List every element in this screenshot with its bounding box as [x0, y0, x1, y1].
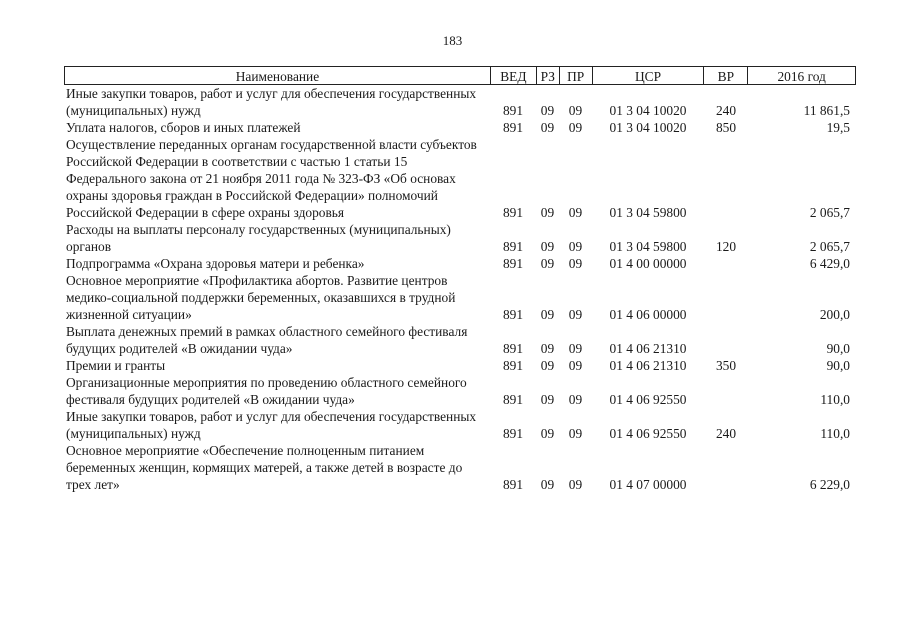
row-rz: 09: [540, 426, 555, 441]
page-number: 183: [442, 33, 463, 48]
row-ved: 891: [502, 392, 524, 407]
header-rz: РЗ: [536, 67, 559, 84]
row-name: Подпрограмма «Охрана здоровья матери и ребенка»: [66, 256, 365, 271]
row-name: Выплата денежных премий в рамках областного семейного фестиваля будущих родителей «В ожидании чуда»: [66, 324, 468, 356]
row-rz: 09: [540, 358, 555, 373]
table-header: [64, 66, 856, 85]
table-row: [64, 272, 856, 323]
row-ved: 891: [502, 477, 524, 492]
row-csr: 01 4 00 00000: [609, 256, 687, 271]
table-row: [64, 357, 856, 374]
row-name: Иные закупки товаров, работ и услуг для обеспечения государственных (муниципальных) нужд: [66, 86, 477, 118]
row-rz: 09: [540, 103, 555, 118]
row-rz: 09: [540, 477, 555, 492]
row-amount: 110,0: [820, 392, 850, 407]
row-amount: 200,0: [819, 307, 850, 322]
row-csr: 01 4 06 21310: [609, 341, 687, 356]
table-row: [64, 85, 856, 119]
row-ved: 891: [502, 256, 524, 271]
row-amount: 90,0: [826, 341, 850, 356]
table-row: [64, 136, 856, 221]
table-body: [64, 85, 856, 493]
row-name: Основное мероприятие «Обеспечение полноценным питанием беременных женщин, кормящих матерей, а также детей в возрасте до трех лет»: [66, 443, 463, 492]
row-name: Расходы на выплаты персоналу государственных (муниципальных) органов: [66, 222, 451, 254]
table-row: [64, 442, 856, 493]
row-pr: 09: [568, 120, 583, 135]
row-csr: 01 3 04 10020: [609, 120, 687, 135]
header-pr: ПР: [559, 67, 592, 84]
row-pr: 09: [568, 256, 583, 271]
header-vr: ВР: [703, 67, 747, 84]
row-pr: 09: [568, 392, 583, 407]
row-pr: 09: [568, 358, 583, 373]
row-pr: 09: [568, 341, 583, 356]
row-pr: 09: [568, 103, 583, 118]
row-csr: 01 4 06 21310: [609, 358, 687, 373]
header-year: 2016 год: [747, 67, 855, 84]
table-row: [64, 119, 856, 136]
table-row: [64, 323, 856, 357]
row-ved: 891: [502, 120, 524, 135]
row-ved: 891: [502, 341, 524, 356]
row-vr: 240: [715, 103, 737, 118]
row-csr: 01 3 04 10020: [609, 103, 687, 118]
row-name: Премии и гранты: [66, 358, 166, 373]
row-csr: 01 4 06 00000: [609, 307, 687, 322]
row-csr: 01 3 04 59800: [609, 205, 687, 220]
table-row: [64, 221, 856, 255]
row-pr: 09: [568, 239, 583, 254]
row-rz: 09: [540, 239, 555, 254]
row-rz: 09: [540, 256, 555, 271]
row-vr: 350: [715, 358, 737, 373]
row-ved: 891: [502, 358, 524, 373]
row-vr: 240: [715, 426, 737, 441]
row-name: Осуществление переданных органам государственной власти субъектов Российской Федерации в соответствии с частью 1 статьи 15 Федерального закона от 21 ноября 2011 года № 323-ФЗ «Об основах охраны здоровья граждан в Российской Федерации» полномочий Российской Федерации в сфере охраны здоровья: [66, 137, 477, 220]
header-ved: ВЕД: [490, 67, 536, 84]
row-ved: 891: [502, 205, 524, 220]
row-csr: 01 3 04 59800: [609, 239, 687, 254]
row-ved: 891: [502, 307, 524, 322]
row-name: Организационные мероприятия по проведению областного семейного фестиваля будущих родителей «В ожидании чуда»: [66, 375, 467, 407]
row-pr: 09: [568, 477, 583, 492]
table-row: [64, 374, 856, 408]
table-row: [64, 255, 856, 272]
row-rz: 09: [540, 205, 555, 220]
header-csr: ЦСР: [592, 67, 704, 84]
row-ved: 891: [502, 426, 524, 441]
row-vr: 120: [715, 239, 737, 254]
row-name: Иные закупки товаров, работ и услуг для обеспечения государственных (муниципальных) нужд: [66, 409, 477, 441]
row-amount: 6 429,0: [809, 256, 850, 271]
header-name: Наименование: [235, 69, 320, 84]
row-pr: 09: [568, 205, 583, 220]
row-pr: 09: [568, 426, 583, 441]
budget-table: [64, 66, 856, 493]
row-amount: 110,0: [820, 426, 850, 441]
row-amount: 2 065,7: [809, 205, 850, 220]
row-name: Основное мероприятие «Профилактика абортов. Развитие центров медико-социальной поддержки беременных, оказавшихся в трудной жизненной ситуации»: [66, 273, 456, 322]
row-ved: 891: [502, 239, 524, 254]
row-amount: 90,0: [826, 358, 850, 373]
row-amount: 2 065,7: [809, 239, 850, 254]
row-rz: 09: [540, 307, 555, 322]
row-name: Уплата налогов, сборов и иных платежей: [66, 120, 301, 135]
row-csr: 01 4 06 92550: [609, 392, 687, 407]
row-ved: 891: [502, 103, 524, 118]
row-amount: 19,5: [826, 120, 850, 135]
row-rz: 09: [540, 392, 555, 407]
row-pr: 09: [568, 307, 583, 322]
row-rz: 09: [540, 341, 555, 356]
row-vr: 850: [715, 120, 737, 135]
row-csr: 01 4 06 92550: [609, 426, 687, 441]
row-csr: 01 4 07 00000: [609, 477, 687, 492]
row-amount: 11 861,5: [803, 103, 850, 118]
row-rz: 09: [540, 120, 555, 135]
row-amount: 6 229,0: [809, 477, 850, 492]
table-row: [64, 408, 856, 442]
